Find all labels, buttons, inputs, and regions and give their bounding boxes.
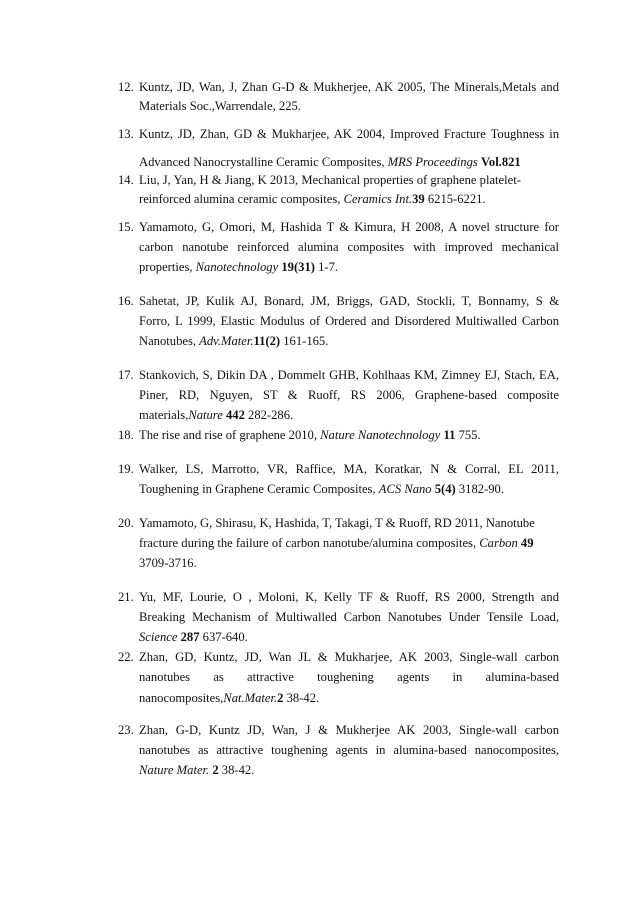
reference-text: 38-42. bbox=[218, 763, 255, 777]
reference-number: 22. bbox=[118, 650, 134, 664]
reference-text: 161-165. bbox=[280, 334, 329, 348]
reference-line bbox=[139, 239, 559, 255]
reference-volume: 5(4) bbox=[434, 482, 456, 496]
reference-journal: , Nanotechnology bbox=[189, 260, 279, 274]
reference-volume: 11(2) bbox=[253, 334, 281, 348]
reference-line bbox=[139, 407, 559, 423]
reference-number: 23. bbox=[118, 723, 134, 737]
reference-line bbox=[139, 387, 559, 403]
reference-line bbox=[139, 126, 559, 142]
reference-text: Stankovich, S, Dikin DA , Dommelt GHB, Kohlhaas KM, Zimney EJ, Stach, EA, bbox=[139, 368, 559, 382]
reference-line bbox=[139, 219, 559, 235]
reference-line bbox=[139, 515, 559, 531]
reference-text: nanotubes as attractive toughening agents in alumina-based bbox=[139, 670, 559, 684]
reference-number: 16. bbox=[118, 294, 134, 308]
reference-volume: 11 bbox=[443, 428, 456, 442]
reference-journal: Ceramics Int. bbox=[343, 192, 413, 206]
reference-text: The rise and rise of graphene 2010, bbox=[139, 428, 321, 442]
reference-number: 17. bbox=[118, 368, 134, 382]
reference-line bbox=[139, 742, 559, 758]
reference-text: 282-286. bbox=[244, 408, 294, 422]
reference-number: 12. bbox=[118, 80, 134, 94]
reference-line bbox=[139, 589, 559, 605]
reference-volume: 49 bbox=[520, 536, 534, 550]
reference-journal: MRS Proceedings bbox=[387, 155, 478, 169]
reference-line bbox=[139, 154, 559, 170]
reference-text: properties bbox=[139, 260, 190, 274]
reference-line bbox=[139, 609, 559, 625]
reference-text: Sahetat, JP, Kulik AJ, Bonard, JM, Briggs, GAD, Stockli, T, Bonnamy, S & bbox=[139, 294, 559, 308]
reference-line bbox=[139, 481, 559, 497]
reference-text: Yamamoto, G, Omori, M, Hashida T & Kimura, H 2008, A novel structure for bbox=[139, 220, 559, 234]
reference-text: Breaking Mechanism of Multiwalled Carbon Nanotubes Under Tensile Load, bbox=[139, 610, 559, 624]
reference-text: Liu, J, Yan, H & Jiang, K 2013, Mechanical properties of graphene platelet- bbox=[139, 173, 521, 187]
reference-number: 13. bbox=[118, 127, 134, 141]
reference-line bbox=[139, 722, 559, 738]
reference-line bbox=[139, 629, 559, 645]
reference-text: Piner, RD, Nguyen, ST & Ruoff, RS 2006, Graphene-based composite bbox=[139, 388, 559, 402]
reference-text: Nanotubes, bbox=[139, 334, 200, 348]
reference-volume: 2 bbox=[277, 691, 284, 705]
reference-line bbox=[139, 427, 559, 443]
reference-text: nanocomposites, bbox=[139, 691, 224, 705]
reference-text: 3182-90. bbox=[455, 482, 505, 496]
reference-journal: Nat.Mater. bbox=[223, 691, 278, 705]
reference-journal: ACS Nano bbox=[378, 482, 432, 496]
reference-line bbox=[139, 690, 559, 706]
reference-journal: Science bbox=[139, 630, 178, 644]
reference-line bbox=[139, 259, 559, 275]
reference-text: Toughening in Graphene Ceramic Composites, bbox=[139, 482, 379, 496]
reference-line bbox=[139, 293, 559, 309]
reference-text: Zhan, G-D, Kuntz JD, Wan, J & Mukherjee AK 2003, Single-wall carbon bbox=[139, 723, 559, 737]
reference-number: 15. bbox=[118, 220, 134, 234]
reference-number: 19. bbox=[118, 462, 134, 476]
reference-line bbox=[139, 535, 559, 551]
reference-text: Yu, MF, Lourie, O , Moloni, K, Kelly TF & Ruoff, RS 2000, Strength and bbox=[139, 590, 559, 604]
reference-number: 21. bbox=[118, 590, 134, 604]
reference-journal: , Carbon bbox=[472, 536, 518, 550]
reference-volume: 442 bbox=[226, 408, 245, 422]
reference-volume: Vol.821 bbox=[480, 155, 521, 169]
reference-journal: Adv.Mater. bbox=[199, 334, 254, 348]
reference-line bbox=[139, 313, 559, 329]
reference-line bbox=[139, 79, 559, 95]
reference-text: 6215-6221. bbox=[424, 192, 486, 206]
reference-text: Materials Soc.,Warrendale, 225. bbox=[139, 99, 301, 113]
reference-line bbox=[139, 172, 559, 188]
reference-text: Forro, L 1999, Elastic Modulus of Ordered and Disordered Multiwalled Carbon bbox=[139, 314, 559, 328]
reference-text: Walker, LS, Marrotto, VR, Raffice, MA, Koratkar, N & Corral, EL 2011, bbox=[139, 462, 559, 476]
reference-volume: 287 bbox=[180, 630, 200, 644]
reference-line bbox=[139, 367, 559, 383]
reference-text: Yamamoto, G, Shirasu, K, Hashida, T, Takagi, T & Ruoff, RD 2011, Nanotube bbox=[139, 516, 535, 530]
reference-text: 755. bbox=[455, 428, 481, 442]
reference-volume: 2 bbox=[212, 763, 219, 777]
reference-line bbox=[139, 333, 559, 349]
reference-volume: 39 bbox=[412, 192, 425, 206]
reference-line bbox=[139, 191, 559, 207]
reference-line bbox=[139, 669, 559, 685]
reference-line bbox=[139, 461, 559, 477]
reference-journal: Nature Mater. bbox=[139, 763, 210, 777]
reference-text: carbon nanotube reinforced alumina composites with improved mechanical bbox=[139, 240, 559, 254]
reference-text: Zhan, GD, Kuntz, JD, Wan JL & Mukharjee, AK 2003, Single-wall carbon bbox=[139, 650, 559, 664]
reference-text: Kuntz, JD, Zhan, GD & Mukharjee, AK 2004, Improved Fracture Toughness in bbox=[139, 127, 559, 141]
reference-text: nanotubes as attractive toughening agents in alumina-based nanocomposites, bbox=[139, 743, 559, 757]
reference-volume: 19(31) bbox=[281, 260, 315, 274]
reference-line bbox=[139, 555, 559, 571]
reference-text: reinforced alumina ceramic composites, bbox=[139, 192, 344, 206]
reference-line bbox=[139, 98, 559, 114]
reference-text: materials, bbox=[139, 408, 189, 422]
reference-text: 38-42. bbox=[283, 691, 320, 705]
reference-text: 3709-3716. bbox=[139, 556, 197, 570]
reference-number: 18. bbox=[118, 428, 134, 442]
reference-text: Advanced Nanocrystalline Ceramic Composites, bbox=[139, 155, 388, 169]
reference-journal: Nature bbox=[188, 408, 223, 422]
reference-text: 1-7. bbox=[314, 260, 339, 274]
reference-text: 637-640. bbox=[199, 630, 248, 644]
reference-journal: Nature Nanotechnology bbox=[320, 428, 441, 442]
reference-text: Kuntz, JD, Wan, J, Zhan G-D & Mukherjee, AK 2005, The Minerals,Metals and bbox=[139, 80, 559, 94]
reference-number: 20. bbox=[118, 516, 134, 530]
reference-text: fracture during the failure of carbon nanotube/alumina composites bbox=[139, 536, 473, 550]
reference-line bbox=[139, 649, 559, 665]
reference-line bbox=[139, 762, 559, 778]
reference-number: 14. bbox=[118, 173, 134, 187]
